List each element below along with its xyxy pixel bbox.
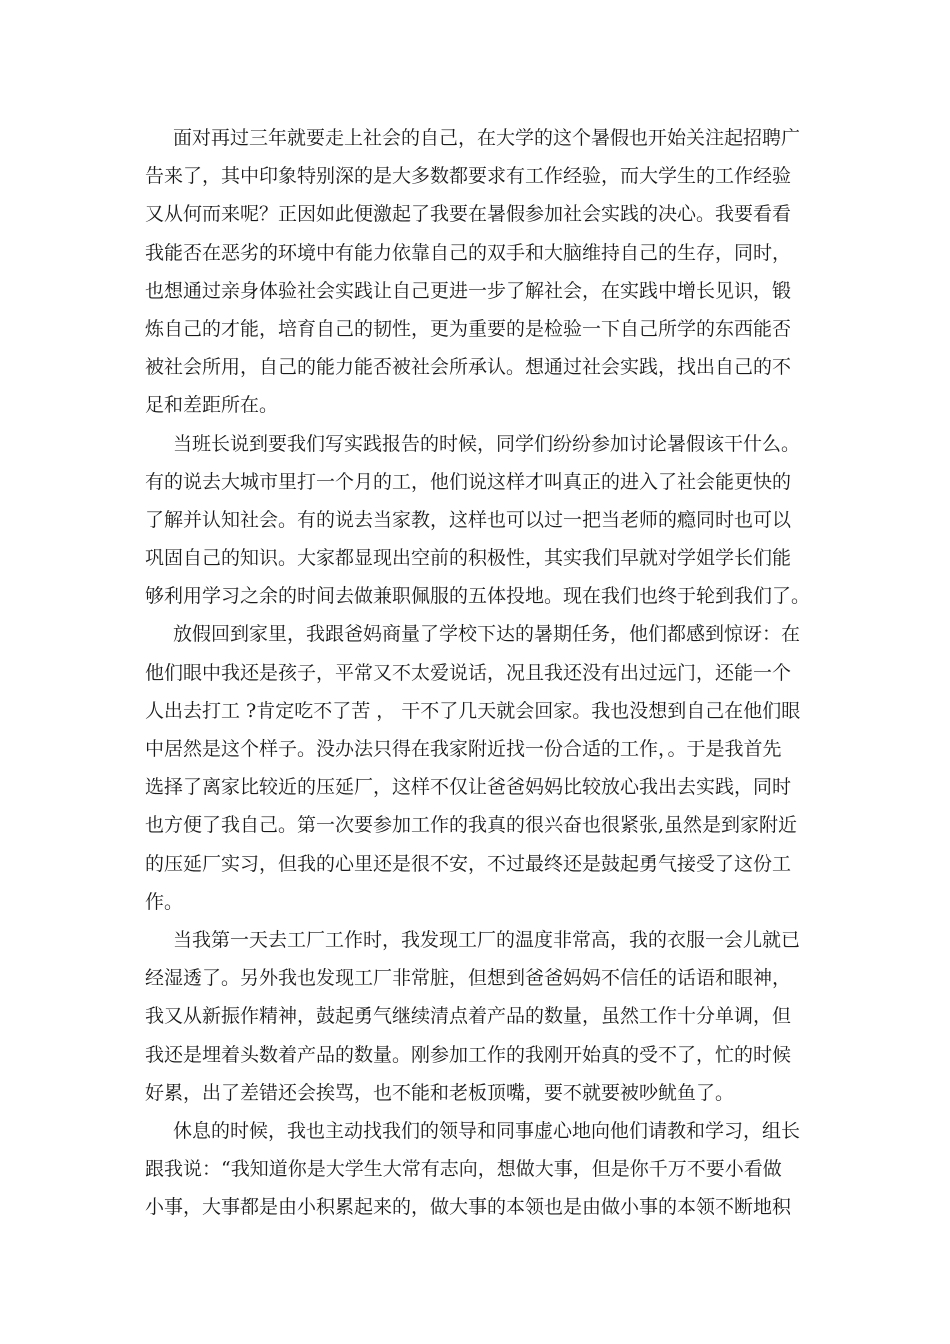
- text-line: 够利用学习之余的时间去做兼职佩服的五体投地。现在我们也终于轮到我们了。: [145, 585, 811, 608]
- text-line: 作。: [145, 890, 184, 913]
- text-line: 被社会所用，自己的能力能否被社会所承认。想通过社会实践，找出自己的不: [145, 356, 792, 379]
- text-line: 中居然是这个样子。没办法只得在我家附近找一份合适的工作，。于是我首先: [145, 738, 782, 760]
- text-line: 休息的时候，我也主动找我们的领导和同事虚心地向他们请教和学习，组长: [173, 1119, 801, 1142]
- text-line: 面对再过三年就要走上社会的自己，在大学的这个暑假也开始关注起招聘广: [173, 127, 801, 149]
- text-line: 的压延厂实习，但我的心里还是很不安，不过最终还是鼓起勇气接受了这份工: [145, 852, 792, 875]
- paragraph-5: [145, 1112, 805, 1227]
- text-line: 告来了，其中印象特别深的是大多数都要求有工作经验，而大学生的工作经验: [145, 165, 792, 188]
- paragraph-3: [145, 615, 805, 921]
- paragraph-1: [145, 119, 805, 425]
- text-line: 巩固自己的知识。大家都显现出空前的积极性，其实我们早就对学姐学长们能: [145, 547, 792, 570]
- text-line: 跟我说：“我知道你是大学生大常有志向，想做大事，但是你千万不要小看做: [145, 1158, 782, 1181]
- text-line: 小事，大事都是由小积累起来的，做大事的本领也是由做小事的本领不断地积: [145, 1196, 792, 1219]
- text-line: 足和差距所在。: [145, 394, 279, 417]
- text-line: 经湿透了。另外我也发现工厂非常脏，但想到爸爸妈妈不信任的话语和眼神，: [145, 967, 792, 990]
- text-line: 又从何而来呢？正因如此便激起了我要在暑假参加社会实践的决心。我要看看: [145, 203, 792, 226]
- text-line: 当我第一天去工厂工作时，我发现工厂的温度非常高，我的衣服一会儿就已: [173, 928, 801, 951]
- text-line: 放假回到家里，我跟爸妈商量了学校下达的暑期任务，他们都感到惊讶：在: [173, 623, 801, 646]
- text-line: 了解并认知社会。有的说去当家教，这样也可以过一把当老师的瘾同时也可以: [145, 508, 792, 531]
- text-line: 好累，出了差错还会挨骂，也不能和老板顶嘴，要不就要被吵鱿鱼了。: [145, 1081, 735, 1104]
- text-line: 人出去打工 ?肯定吃不了苦 ， 干不了几天就会回家。我也没想到自己在他们眼: [145, 699, 801, 722]
- text-line: 我能否在恶劣的环境中有能力依靠自己的双手和大脑维持自己的生存，同时，: [145, 241, 792, 264]
- paragraph-2: [145, 425, 811, 616]
- paragraph-4: [145, 921, 805, 1112]
- text-line: 炼自己的才能，培育自己的韧性，更为重要的是检验一下自己所学的东西能否: [145, 317, 792, 340]
- text-line: 也方便了我自己。第一次要参加工作的我真的很兴奋也很紧张,虽然是到家附近: [145, 814, 798, 837]
- text-line: 选择了离家比较近的压延厂，这样不仅让爸爸妈妈比较放心我出去实践，同时: [145, 776, 792, 799]
- text-line: 他们眼中我还是孩子，平常又不太爱说话，况且我还没有出过远门，还能一个: [145, 661, 792, 684]
- text-line: 有的说去大城市里打一个月的工，他们说这样才叫真正的进入了社会能更快的: [145, 470, 792, 493]
- text-line: 也想通过亲身体验社会实践让自己更进一步了解社会，在实践中增长见识，锻: [145, 279, 792, 302]
- document-body: [145, 119, 811, 1226]
- text-line: 当班长说到要我们写实践报告的时候，同学们纷纷参加讨论暑假该干什么。: [173, 432, 801, 455]
- text-line: 我又从新振作精神，鼓起勇气继续清点着产品的数量，虽然工作十分单调，但: [145, 1005, 792, 1028]
- text-line: 我还是埋着头数着产品的数量。刚参加工作的我刚开始真的受不了，忙的时候: [145, 1043, 792, 1066]
